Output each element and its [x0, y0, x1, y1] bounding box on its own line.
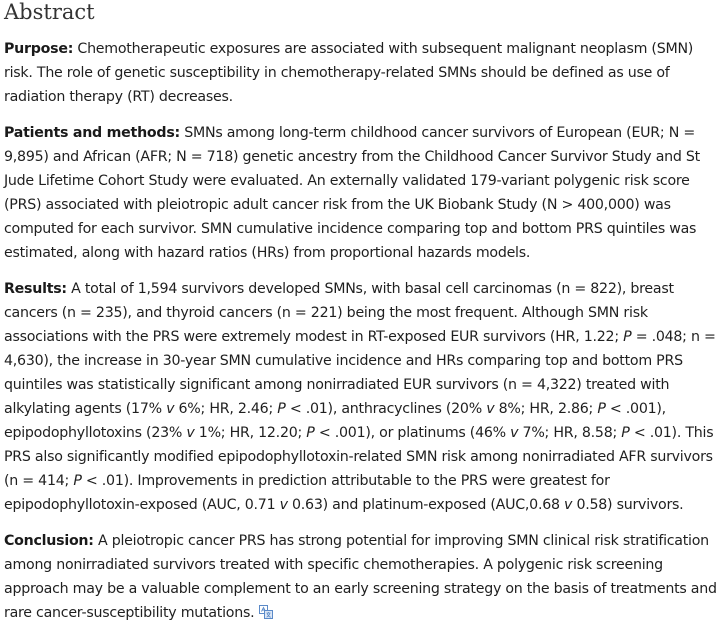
results-paragraph [4, 277, 720, 517]
purpose-text: Chemotherapeutic exposures are associated with subsequent malignant neoplasm (SMN) risk. The role of genetic susceptibility in chemotherapy-related SMNs should be defined as use of radiation therapy (RT) decreases. [4, 41, 694, 105]
versus-symbol: v [486, 401, 495, 417]
results-text: < .001), epipodophyllotoxins (23% [4, 401, 666, 441]
p-value-symbol: P [621, 425, 630, 441]
conclusion-text: A pleiotropic cancer PRS has strong potential for improving SMN clinical risk stratification among nonirradiated survivors treated with specific chemotherapies. A polygenic risk screening approach may be a valuable complement to an early screening strategy on the basis of treatments and rare cancer-susceptibility mutations. [4, 533, 717, 621]
results-text: < .01). Improvements in prediction attributable to the PRS were greatest for epipodophyllotoxin-exposed (AUC, 0.71 [4, 473, 610, 513]
results-text: 7%; HR, 8.58; [518, 425, 622, 441]
results-text: < .001), or platinums (46% [314, 425, 511, 441]
results-text: < .01), anthracyclines (20% [285, 401, 487, 417]
results-label: Results: [4, 281, 67, 297]
results-text: 0.58) survivors. [572, 497, 684, 513]
p-value-symbol: P [597, 401, 606, 417]
purpose-paragraph [4, 37, 720, 109]
p-value-symbol: P [623, 329, 632, 345]
p-value-symbol: P [277, 401, 286, 417]
purpose-label: Purpose: [4, 41, 74, 57]
results-text: 0.63) and platinum-exposed (AUC,0.68 [287, 497, 565, 513]
versus-symbol: v [510, 425, 519, 441]
versus-symbol: v [564, 497, 573, 513]
p-value-symbol: P [73, 473, 82, 489]
translate-icon[interactable] [259, 603, 273, 617]
conclusion-label: Conclusion: [4, 533, 94, 549]
methods-label: Patients and methods: [4, 125, 180, 141]
conclusion-paragraph [4, 529, 720, 625]
results-text: 6%; HR, 2.46; [174, 401, 278, 417]
versus-symbol: v [186, 425, 195, 441]
versus-symbol: v [279, 497, 288, 513]
results-text: A total of 1,594 survivors developed SMNs, with basal cell carcinomas (n = 822), breast cancers (n = 235), and thyroid cancers (n = 221) being the most frequent. Although SMN risk associations with the PRS were extremely modest in RT-exposed EUR survivors (HR, 1.22; [4, 281, 674, 345]
methods-paragraph [4, 121, 720, 265]
methods-text: SMNs among long-term childhood cancer survivors of European (EUR; N = 9,895) and African (AFR; N = 718) genetic ancestry from the Childhood Cancer Survivor Study and St Jude Lifetime Cohort Study were evaluated. An externally validated 179-variant polygenic risk score (PRS) associated with pleiotropic adult cancer risk from the UK Biobank Study (N > 400,000) was computed for each survivor. SMN cumulative incidence comparing top and bottom PRS quintiles was estimated, along with hazard ratios (HRs) from proportional hazards models. [4, 125, 700, 261]
results-text: < .01). This PRS also significantly modified epipodophyllotoxin-related SMN risk among nonirradiated AFR survivors (n = 414; [4, 425, 714, 489]
results-text: = .048; n = 4,630), the increase in 30-year SMN cumulative incidence and HRs comparing top and bottom PRS quintiles was statistically significant among nonirradiated EUR survivors (n = 4,322) treated with alkylating agents (17% [4, 329, 716, 417]
results-text: 8%; HR, 2.86; [494, 401, 598, 417]
abstract-heading: Abstract [4, 0, 95, 24]
p-value-symbol: P [306, 425, 315, 441]
versus-symbol: v [166, 401, 175, 417]
results-text: 1%; HR, 12.20; [194, 425, 307, 441]
